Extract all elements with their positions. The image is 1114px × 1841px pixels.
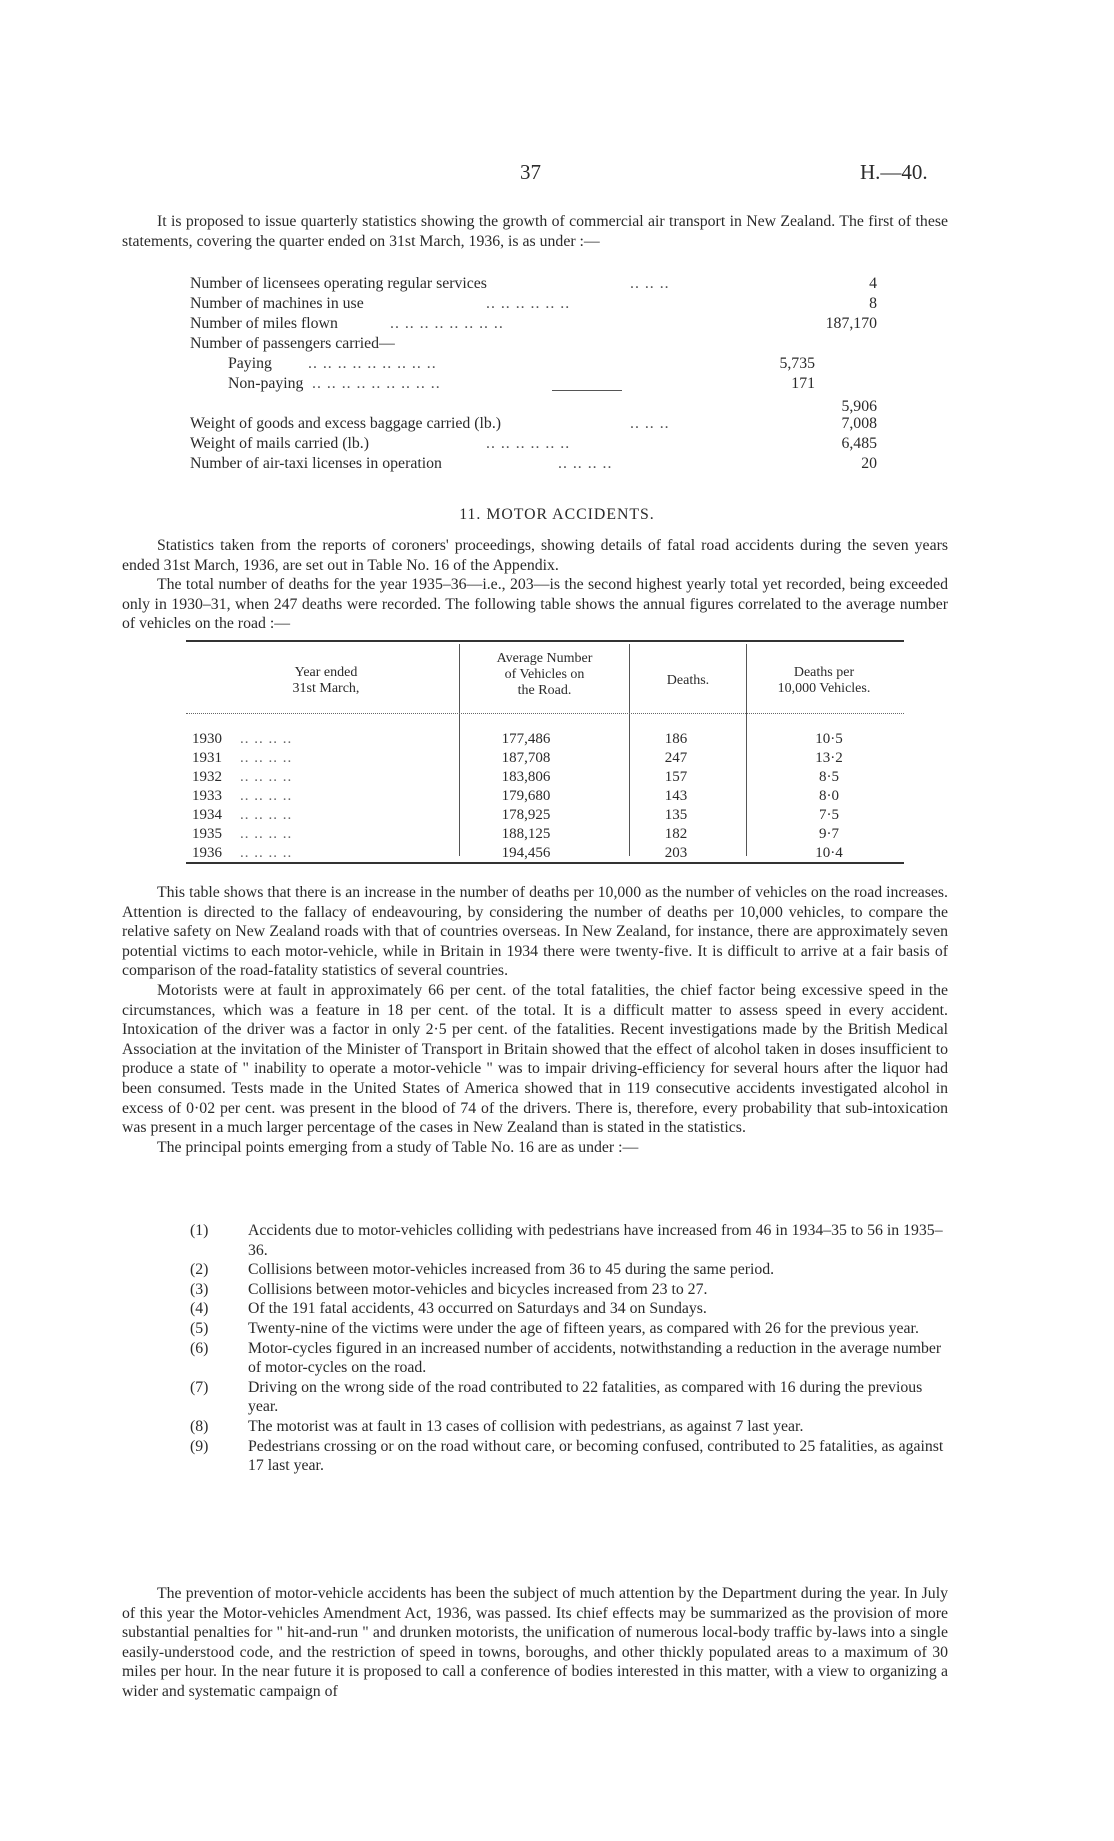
page-number: 37	[520, 160, 541, 184]
cell-vehicles: 188,125	[501, 826, 551, 842]
stat-subvalue: 171	[791, 375, 815, 392]
stat-row-subtotal	[190, 394, 880, 414]
principal-points-list	[190, 1221, 950, 1476]
intro-block	[122, 212, 948, 251]
list-item	[190, 1417, 950, 1437]
stat-row	[190, 274, 880, 294]
leader-dots: .. .. .. .. .. ..	[486, 295, 571, 312]
table-top-rule	[186, 640, 904, 642]
leader-dots: .. .. ..	[630, 275, 670, 292]
motor-intro-block	[122, 536, 948, 634]
list-item	[190, 1339, 950, 1378]
list-item	[190, 1299, 950, 1319]
cell-vehicles: 178,925	[501, 807, 551, 823]
leader-dots: .. .. .. ..	[240, 750, 293, 766]
table-row	[186, 749, 904, 768]
cell-deaths: 143	[664, 788, 688, 804]
list-number: (7)	[190, 1378, 209, 1396]
list-item	[190, 1260, 950, 1280]
header-per-line: 10,000 Vehicles.	[777, 681, 871, 696]
stat-label: Number of air-taxi licenses in operation	[190, 455, 442, 472]
cell-deaths: 182	[664, 826, 688, 842]
header-deaths-per	[749, 665, 899, 697]
header-year-line: 31st March,	[292, 681, 360, 696]
table-bottom-rule	[186, 862, 904, 864]
cell-deaths-per: 10·4	[815, 845, 843, 861]
stat-label: Paying	[228, 355, 272, 372]
cell-deaths: 135	[664, 807, 688, 823]
header-year	[226, 665, 426, 697]
document-reference: H.—40.	[860, 160, 928, 184]
stat-value: 5,906	[841, 398, 877, 415]
leader-dots: .. .. ..	[630, 415, 670, 432]
section-title: 11. MOTOR ACCIDENTS.	[459, 506, 655, 523]
cell-deaths: 186	[664, 731, 688, 747]
list-number: (6)	[190, 1339, 209, 1357]
prevention-block	[122, 1584, 948, 1702]
header-vehicles	[462, 651, 627, 699]
stat-label: Number of machines in use	[190, 295, 364, 312]
table-row	[186, 825, 904, 844]
stat-row	[190, 334, 880, 354]
leader-dots: .. .. .. ..	[240, 788, 293, 804]
cell-year: 1934	[192, 807, 222, 823]
list-text: Accidents due to motor-vehicles colliding with pedestrians have increased from 46 in 1934–35 to 56 in 1935–36.	[248, 1222, 943, 1259]
list-text: Twenty-nine of the victims were under the age of fifteen years, as compared with 26 for the previous year.	[248, 1319, 919, 1337]
list-text: Motor-cycles figured in an increased number of accidents, notwithstanding a reduction in the average number of motor-cycles on the road.	[248, 1339, 942, 1377]
list-number: (3)	[190, 1280, 209, 1298]
list-number: (5)	[190, 1319, 209, 1337]
list-number: (2)	[190, 1261, 209, 1279]
header-vehicles-line: Average Number	[496, 651, 593, 666]
header-vehicles-line: of Vehicles on	[504, 667, 585, 682]
cell-vehicles: 187,708	[501, 750, 551, 766]
list-text: Pedestrians crossing or on the road without care, or becoming confused, contributed to 25 fatalities, as against 17 last year.	[248, 1437, 944, 1475]
cell-deaths-per: 8·0	[819, 788, 839, 804]
paragraph-motorists-fault: Motorists were at fault in approximately 66 per cent. of the total fatalities, the chief factor being excessive speed in the circumstances, which was a feature in 18 per cent. of the total. It is a difficult matter to assess speed in every accident. Intoxication of the driver was a factor in only 2·5 per cent. of the fatalities. Recent investigations made by the British Medical Association at the invitation of the Minister of Transport in Britain showed that the effect of alcohol taken in doses insufficient to produce a state of " inability to operate a motor-vehicle " was to impair driving-efficiency for several hours after the liquor had been consumed. Tests made in the United States of America showed that in 119 consecutive accidents investigated alcohol in excess of 0·02 per cent. was present in the blood of 74 of the drivers. There is, therefore, every probability that sub-intoxication was present in a much larger percentage of the cases in New Zealand than is stated in the statistics.	[122, 981, 948, 1137]
list-number: (9)	[190, 1437, 209, 1455]
table-row	[186, 768, 904, 787]
paragraph-statistics-source: Statistics taken from the reports of coroners' proceedings, showing details of fatal road accidents during the seven years ended 31st March, 1936, are set out in Table No. 16 of the Appendix.	[122, 537, 948, 574]
table-row	[186, 787, 904, 806]
list-item	[190, 1221, 950, 1260]
list-number: (1)	[190, 1222, 209, 1239]
cell-deaths: 203	[664, 845, 688, 861]
list-text: The motorist was at fault in 13 cases of collision with pedestrians, as against 7 last year.	[248, 1417, 804, 1435]
table-row	[186, 844, 904, 863]
stat-row	[190, 454, 880, 474]
cell-deaths-per: 9·7	[819, 826, 839, 842]
stat-label: Number of licensees operating regular services	[190, 275, 487, 292]
stat-subvalue: 5,735	[779, 355, 815, 372]
list-number: (8)	[190, 1417, 209, 1435]
list-text: Collisions between motor-vehicles increased from 36 to 45 during the same period.	[248, 1261, 775, 1279]
list-item	[190, 1437, 950, 1476]
stat-value: 8	[869, 295, 877, 312]
header-vehicles-line: the Road.	[517, 683, 572, 698]
leader-dots: .. .. .. ..	[558, 455, 613, 472]
leader-dots: .. .. .. ..	[240, 769, 293, 785]
cell-year: 1933	[192, 788, 222, 804]
cell-year: 1932	[192, 769, 222, 785]
deaths-table	[186, 640, 904, 865]
paragraph-prevention: The prevention of motor-vehicle accidents has been the subject of much attention by the Department during the year. In July of this year the Motor-vehicles Amendment Act, 1936, was passed. Its chief effects may be summarized as the provision of more substantial penalties for " hit-and-run " and drunken motorists, the unification of numerous local-body traffic by-laws into a single easily-understood code, and the restriction of speed in towns, boroughs, and other thickly populated areas to a maximum of 30 miles per hour. In the near future it is proposed to call a conference of bodies interested in this matter, with a view to organizing a wider and systematic campaign of	[122, 1585, 948, 1700]
list-item	[190, 1378, 950, 1417]
leader-dots: .. .. .. .. .. ..	[486, 435, 571, 452]
paragraph-total-deaths: The total number of deaths for the year 1935–36—i.e., 203—is the second highest yearly total yet recorded, being exceeded only in 1930–31, when 247 deaths were recorded. The following table shows the annual figures correlated to the average number of vehicles on the road :—	[122, 576, 948, 633]
subtotal-rule	[552, 390, 622, 391]
stat-label: Number of miles flown	[190, 315, 338, 332]
leader-dots: .. .. .. ..	[240, 826, 293, 842]
leader-dots: .. .. .. .. .. .. .. .. ..	[308, 355, 437, 372]
stat-row	[190, 294, 880, 314]
table-row	[186, 806, 904, 825]
table-row	[186, 730, 904, 749]
cell-vehicles: 183,806	[501, 769, 551, 785]
cell-vehicles: 179,680	[501, 788, 551, 804]
intro-paragraph: It is proposed to issue quarterly statistics showing the growth of commercial air transport in New Zealand. The first of these statements, covering the quarter ended on 31st March, 1936, is as under :—	[122, 213, 948, 250]
stat-value: 187,170	[825, 315, 877, 332]
stat-value: 20	[861, 455, 877, 472]
leader-dots: .. .. .. ..	[240, 845, 293, 861]
leader-dots: .. .. .. ..	[240, 807, 293, 823]
cell-deaths: 157	[664, 769, 688, 785]
stat-label: Number of passengers carried—	[190, 335, 395, 352]
cell-deaths-per: 10·5	[815, 731, 843, 747]
list-text: Driving on the wrong side of the road contributed to 22 fatalities, as compared with 16 during the previous year.	[248, 1378, 923, 1416]
cell-year: 1930	[192, 731, 222, 747]
stat-label: Weight of mails carried (lb.)	[190, 435, 370, 452]
cell-year: 1936	[192, 845, 222, 861]
paragraph-increase: This table shows that there is an increase in the number of deaths per 10,000 as the number of vehicles on the road increases. Attention is directed to the fallacy of endeavouring, by considering the number of deaths per 10,000 vehicles, to compare the relative safety on New Zealand roads with that of countries overseas. In New Zealand, for instance, there are approximately seven potential victims to each motor-vehicle, while in Britain in 1934 there were twenty-five. It is difficult to arrive at a fair basis of comparison of the road-fatality statistics of several countries.	[122, 884, 948, 980]
list-item	[190, 1319, 950, 1339]
header-deaths-line: Deaths.	[666, 673, 710, 688]
cell-year: 1935	[192, 826, 222, 842]
cell-deaths-per: 8·5	[819, 769, 839, 785]
list-item	[190, 1280, 950, 1300]
table-header-rule	[186, 713, 904, 714]
leader-dots: .. .. .. ..	[240, 731, 293, 747]
stat-value: 7,008	[841, 415, 877, 432]
list-number: (4)	[190, 1300, 209, 1318]
stat-label: Weight of goods and excess baggage carried (lb.)	[190, 415, 502, 432]
stat-row	[190, 434, 880, 454]
air-statistics-list	[190, 274, 880, 474]
list-text: Collisions between motor-vehicles and bicycles increased from 23 to 27.	[248, 1280, 708, 1298]
cell-deaths: 247	[664, 750, 688, 766]
leader-dots: .. .. .. .. .. .. .. ..	[390, 315, 504, 332]
stat-row	[190, 314, 880, 334]
cell-deaths-per: 7·5	[819, 807, 839, 823]
cell-year: 1931	[192, 750, 222, 766]
header-deaths	[632, 673, 744, 689]
stat-label: Non-paying	[228, 375, 304, 392]
cell-deaths-per: 13·2	[815, 750, 843, 766]
stat-value: 4	[869, 275, 877, 292]
leader-dots: .. .. .. .. .. .. .. .. ..	[312, 375, 441, 392]
cell-vehicles: 194,456	[501, 845, 551, 861]
discussion-block	[122, 883, 948, 1157]
stat-row	[190, 414, 880, 434]
stat-row	[190, 374, 880, 394]
header-year-line: Year ended	[294, 665, 358, 680]
stat-row	[190, 354, 880, 374]
stat-value: 6,485	[841, 435, 877, 452]
cell-vehicles: 177,486	[501, 731, 551, 747]
header-per-line: Deaths per	[793, 665, 855, 680]
list-text: Of the 191 fatal accidents, 43 occurred on Saturdays and 34 on Sundays.	[248, 1300, 707, 1318]
paragraph-principal-points: The principal points emerging from a study of Table No. 16 are as under :—	[157, 1138, 639, 1156]
